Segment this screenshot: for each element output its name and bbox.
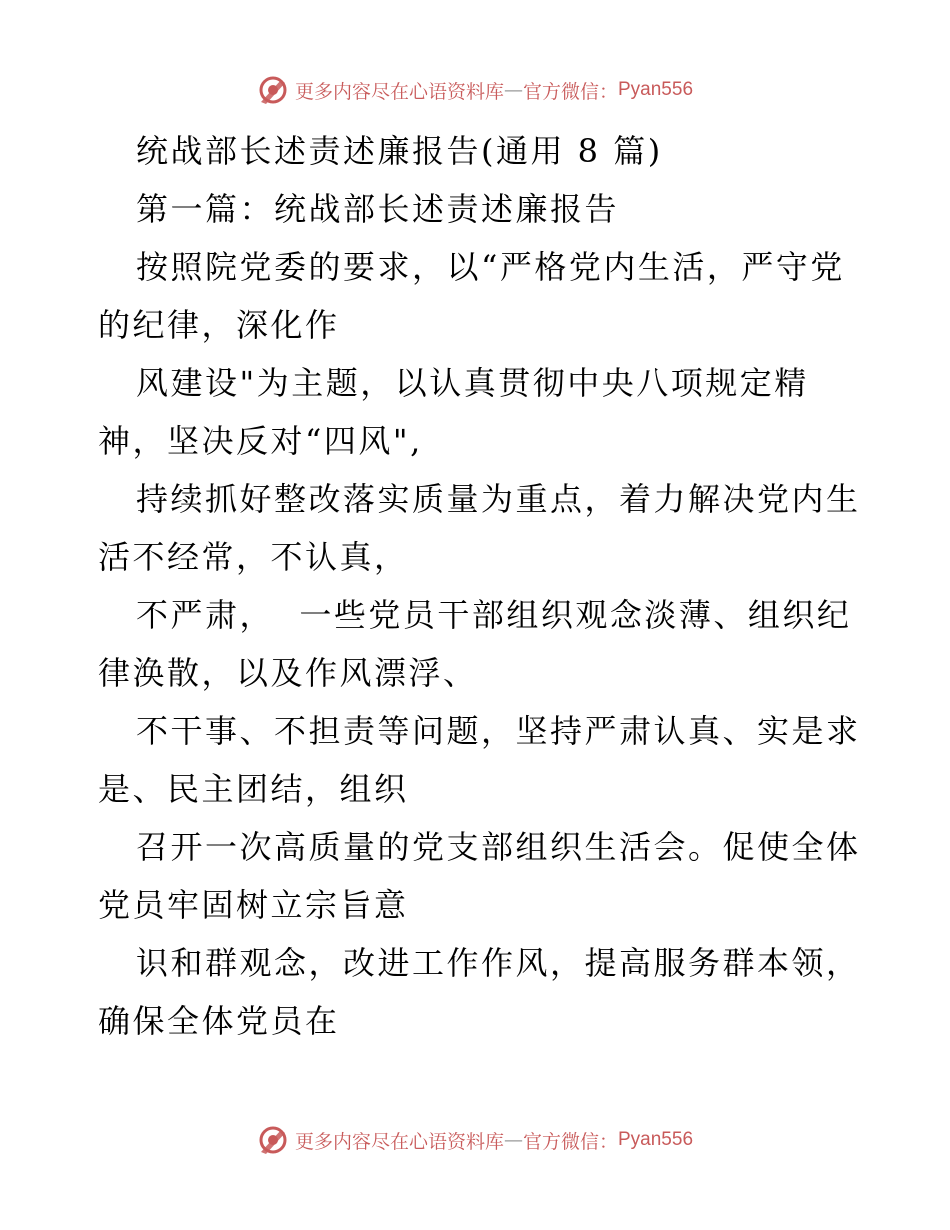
footer-watermark bbox=[0, 1120, 950, 1160]
watermark-separator: — bbox=[503, 1129, 523, 1151]
watermark-contact-id: Pyan556 bbox=[618, 79, 694, 100]
paragraph-line: 神，坚决反对“四风", bbox=[98, 422, 423, 460]
watermark-separator: — bbox=[503, 79, 523, 101]
paragraph-line: 确保全体党员在 bbox=[98, 1002, 340, 1040]
paragraph-line: 风建设"为主题，以认真贯彻中央八项规定精 bbox=[136, 364, 809, 402]
paragraph-line: 不干事、不担责等问题，坚持严肃认真、实是求 bbox=[136, 712, 861, 750]
section-heading: 第一篇：统战部长述责述廉报告 bbox=[136, 190, 620, 228]
watermark-site-text: 更多内容尽在心语资料库 bbox=[294, 1130, 504, 1153]
paragraph-line: 党员牢固树立宗旨意 bbox=[98, 886, 409, 924]
paragraph-line: 律涣散，以及作风漂浮、 bbox=[98, 654, 478, 692]
paragraph-line: 是、民主团结，组织 bbox=[98, 770, 409, 808]
watermark-contact-id: Pyan556 bbox=[618, 1129, 694, 1150]
paragraph-line: 不严肃， 一些党员干部组织观念淡薄、组织纪 bbox=[136, 596, 852, 634]
document-title: 统战部长述责述廉报告(通用 8 篇) bbox=[136, 132, 663, 170]
pen-circle-logo-icon bbox=[257, 1124, 289, 1156]
watermark-site-text: 更多内容尽在心语资料库 bbox=[294, 80, 504, 103]
document-body bbox=[98, 122, 861, 1050]
paragraph-line: 召开一次高质量的党支部组织生活会。促使全体 bbox=[136, 828, 861, 866]
paragraph-line: 的纪律，深化作 bbox=[98, 306, 340, 344]
header-watermark bbox=[0, 70, 950, 110]
paragraph-line: 识和群观念，改进工作作风，提高服务群本领， bbox=[136, 944, 861, 982]
paragraph-line: 按照院党委的要求，以“严格党内生活，严守党 bbox=[136, 248, 845, 286]
watermark-contact-label: 官方微信： bbox=[522, 80, 618, 103]
pen-circle-logo-icon bbox=[257, 74, 289, 106]
paragraph-line: 活不经常，不认真， bbox=[98, 538, 409, 576]
paragraph-line: 持续抓好整改落实质量为重点，着力解决党内生 bbox=[136, 480, 861, 518]
watermark-contact-label: 官方微信： bbox=[522, 1130, 618, 1153]
